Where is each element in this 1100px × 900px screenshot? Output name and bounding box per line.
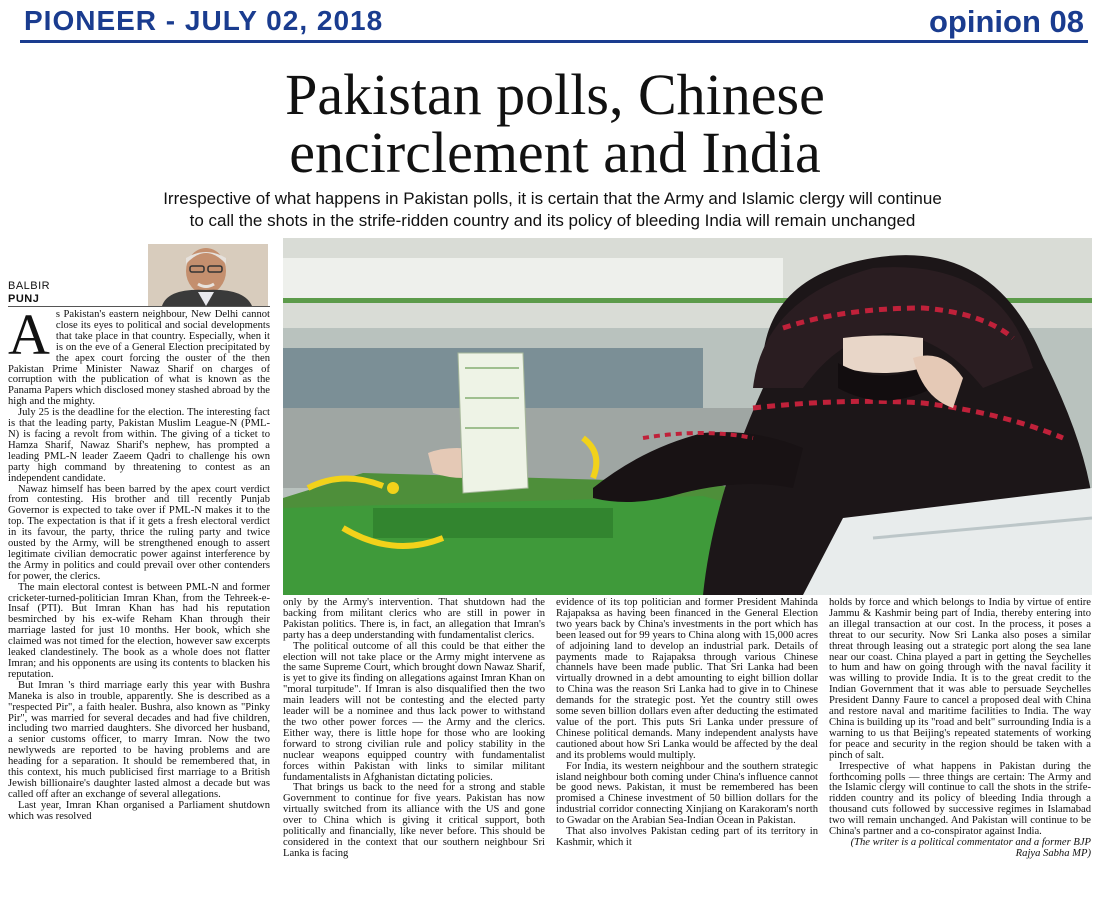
paragraph: evidence of its top politician and former President Mahinda Rajapaksa as having been financed in the General Election two years back by China's investments in the port which has been leased out for 99 years to China along with 15,000 acres of adjoining land to develop an industrial park. Details of payments made to Rajapaksa through various Chinese channels have been made public. That Sri Lanka had been virtually drowned in a debt amounting to eight billion dollar to China was the reason Sri Lanka had to give in to Chinese demands for the strategic post. Yet the country still owes some seven billion dollars even after deducting the estimated value of the port. This puts Sri Lanka under pressure of Chinese political demands. Many independent analysts have cautioned about how Sri Lanka would be affected by the deal and its problems would multiply.: [556, 598, 818, 761]
headline-line-1: Pakistan polls, Chinese: [285, 62, 825, 127]
author-photo: [148, 244, 268, 306]
author-name: [8, 280, 50, 306]
paragraph: Last year, Imran Khan organised a Parliament shutdown which was resolved: [8, 799, 270, 822]
paragraph: holds by force and which belongs to India by virtue of entire Jammu & Kashmir being part of India, thereby entering into an illegal transaction at our cost. In the process, it poses a threat to our security. Now Sri Lanka also poses a similar threat through leasing out a strategic port along the sea lane near our coast. China played a part in getting the Seychelles to hum and haw on going through with the naval facility it was willing to provide India. It is to the great credit to the Indian Government that it was able to persuade Seychelles President Danny Faure to cancel a proposed deal with China and restore naval and maritime facilities to India. The way China is building up its "road and belt" surrounding India is a warning to us that Beijing's repeated statements of working for peace and security in the region should be taken with a pinch of salt.: [829, 598, 1091, 761]
article-column-2: [283, 598, 545, 895]
article-column-3: [556, 598, 818, 895]
article-column-4: [829, 598, 1091, 895]
masthead: [18, 4, 1088, 40]
headline-line-2: encirclement and India: [289, 120, 821, 185]
paragraph: Irrespective of what happens in Pakistan during the forthcoming polls — three things are certain: The Army and the Islamic clergy will continue to call the shots in the strife-ridden country and its policy of bleeding India through a thousand cuts followed by successive regimes in Islamabad two will remain unchanged. And Pakistan will continue to be China's partner and a co-conspirator against India.: [829, 760, 1091, 838]
masthead-rule: [20, 40, 1088, 43]
standfirst-line-1: Irrespective of what happens in Pakistan polls, it is certain that the Army and Islamic clergy will continue: [163, 189, 942, 208]
paragraph: only by the Army's intervention. That shutdown had the backing from militant clerics who are still in power in Pakistan politics. There is, in fact, an allegation that Imran's party has a deep understanding with fundamentalist clerics.: [283, 598, 545, 641]
paragraph: That brings us back to the need for a strong and stable Government to continue for five years. Pakistan has now virtually switched from its alliance with the US and gone over to China which is giving it critical support, both politically and financially, like never before. This should be considered in the context that our southern neighbour Sri Lanka is facing: [283, 782, 545, 859]
standfirst-line-2: to call the shots in the strife-ridden country and its policy of bleeding India will remain unchanged: [189, 211, 916, 230]
author-note: (The writer is a political commentator and a former BJP Rajya Sabha MP): [850, 836, 1091, 859]
paragraph: But Imran 's third marriage early this year with Bushra Maneka is also in trouble, apparently. She is described as a "respected Pir", a faith healer. Bushra, also known as "Pinky Pir", was married for several decades and had five children, including two married daughters. She divorced her husband, a senior customs officer, to marry Imran. Now the two newlyweds are reported to be having problems and are heading for a separation. It should be remembered that, in this context, his much publicised first marriage to a British Jewish billionaire's daughter lasted almost a decade but was called off after an exchange of several allegations.: [8, 679, 270, 800]
paragraph: The main electoral contest is between PML-N and former cricketer-turned-politician Imran Khan, from the Tehreek-e-Insaf (PTI). But Imran Khan has had his reputation besmirched by his ex-wife Reham Khan through their marriage lasted for just 10 months. Her book, which she claimed was not timed for the election, however saw excerpts leaked clandestinely. The book as a whole does not flatter Imran; and his opponents are using its contents to blacken his reputation.: [8, 581, 270, 680]
section-page-label: opinion 08: [929, 4, 1084, 39]
author-last-name: PUNJ: [8, 293, 40, 305]
byline-rule: [8, 306, 270, 307]
author-first-name: BALBIR: [8, 280, 51, 292]
paragraph: For India, its western neighbour and the southern strategic island neighbour both coming under China's influence cannot be good news. Pakistan, it must be remembered has been promised a Chinese investment of 50 billion dollars for the industrial corridor connecting Xinjiang on Karakoram's north to Gwadar on the Arabian Sea-Indian Ocean in Pakistan.: [556, 760, 818, 827]
drop-cap: A: [8, 310, 50, 367]
article-column-1: [8, 310, 270, 895]
paragraph: July 25 is the deadline for the election. The interesting fact is that the leading party, Pakistan Muslim League-N (PML-N) is facing a revolt from within. The giving of a ticket to Hamza Sharif, Nawaz Sharif's nephew, has prompted a leading PML-N leader Zaeem Qadri to challenge his own party high command by threatening to contest as an independent candidate.: [8, 407, 270, 484]
headline: [20, 62, 1090, 185]
paragraph: The political outcome of all this could be that either the election will not take place or the Army might intervene as the same Supreme Court, which brought down Nawaz Sharif, is yet to give its finding on allegations against Imran Khan on "moral turpitude". If Imran is also disqualified then the two main leaders will not be contesting and the elected party leader will be a nominee and thus lack power to withstand the two other power forces — the Army and the clerics. Either way, there is little hope for those who are looking forward to strong civilian rule and policy stability in the nuclear weapons equipped country with fundamentalist forces within Pakistan with links to similar militant fundamentalists in Afghanistan dictating policies.: [283, 640, 545, 783]
paragraph: s Pakistan's eastern neighbour, New Delhi cannot close its eyes to political and social developments that take place in that country. Especially, when it is on the eve of a General Election precipitated by the apex court forcing the ouster of the then Pakistan Prime Minister Nawaz Sharif on charges of corruption with the publication of what is known as the Panama Papers which disclosed money stashed abroad by the high and the mighty.: [8, 310, 270, 408]
news-photo: [283, 238, 1092, 595]
paper-date-line: PIONEER - JULY 02, 2018: [24, 5, 384, 36]
paragraph: That also involves Pakistan ceding part of its territory in Kashmir, which it: [556, 826, 818, 848]
standfirst: [10, 188, 1095, 232]
paragraph: Nawaz himself has been barred by the apex court verdict from contesting. His brother and till recently Punjab Governor is expected to take over if PML-N makes it to the top. The expectation is that if it gets a fresh electoral verdict in its favour, the party, thrice the ruling party and twice ousted by the Army, will be strengthened enough to assert legitimate civilian democratic power against interference by the Army in politics and could prevail over other contenders for power, the clerics.: [8, 483, 270, 582]
